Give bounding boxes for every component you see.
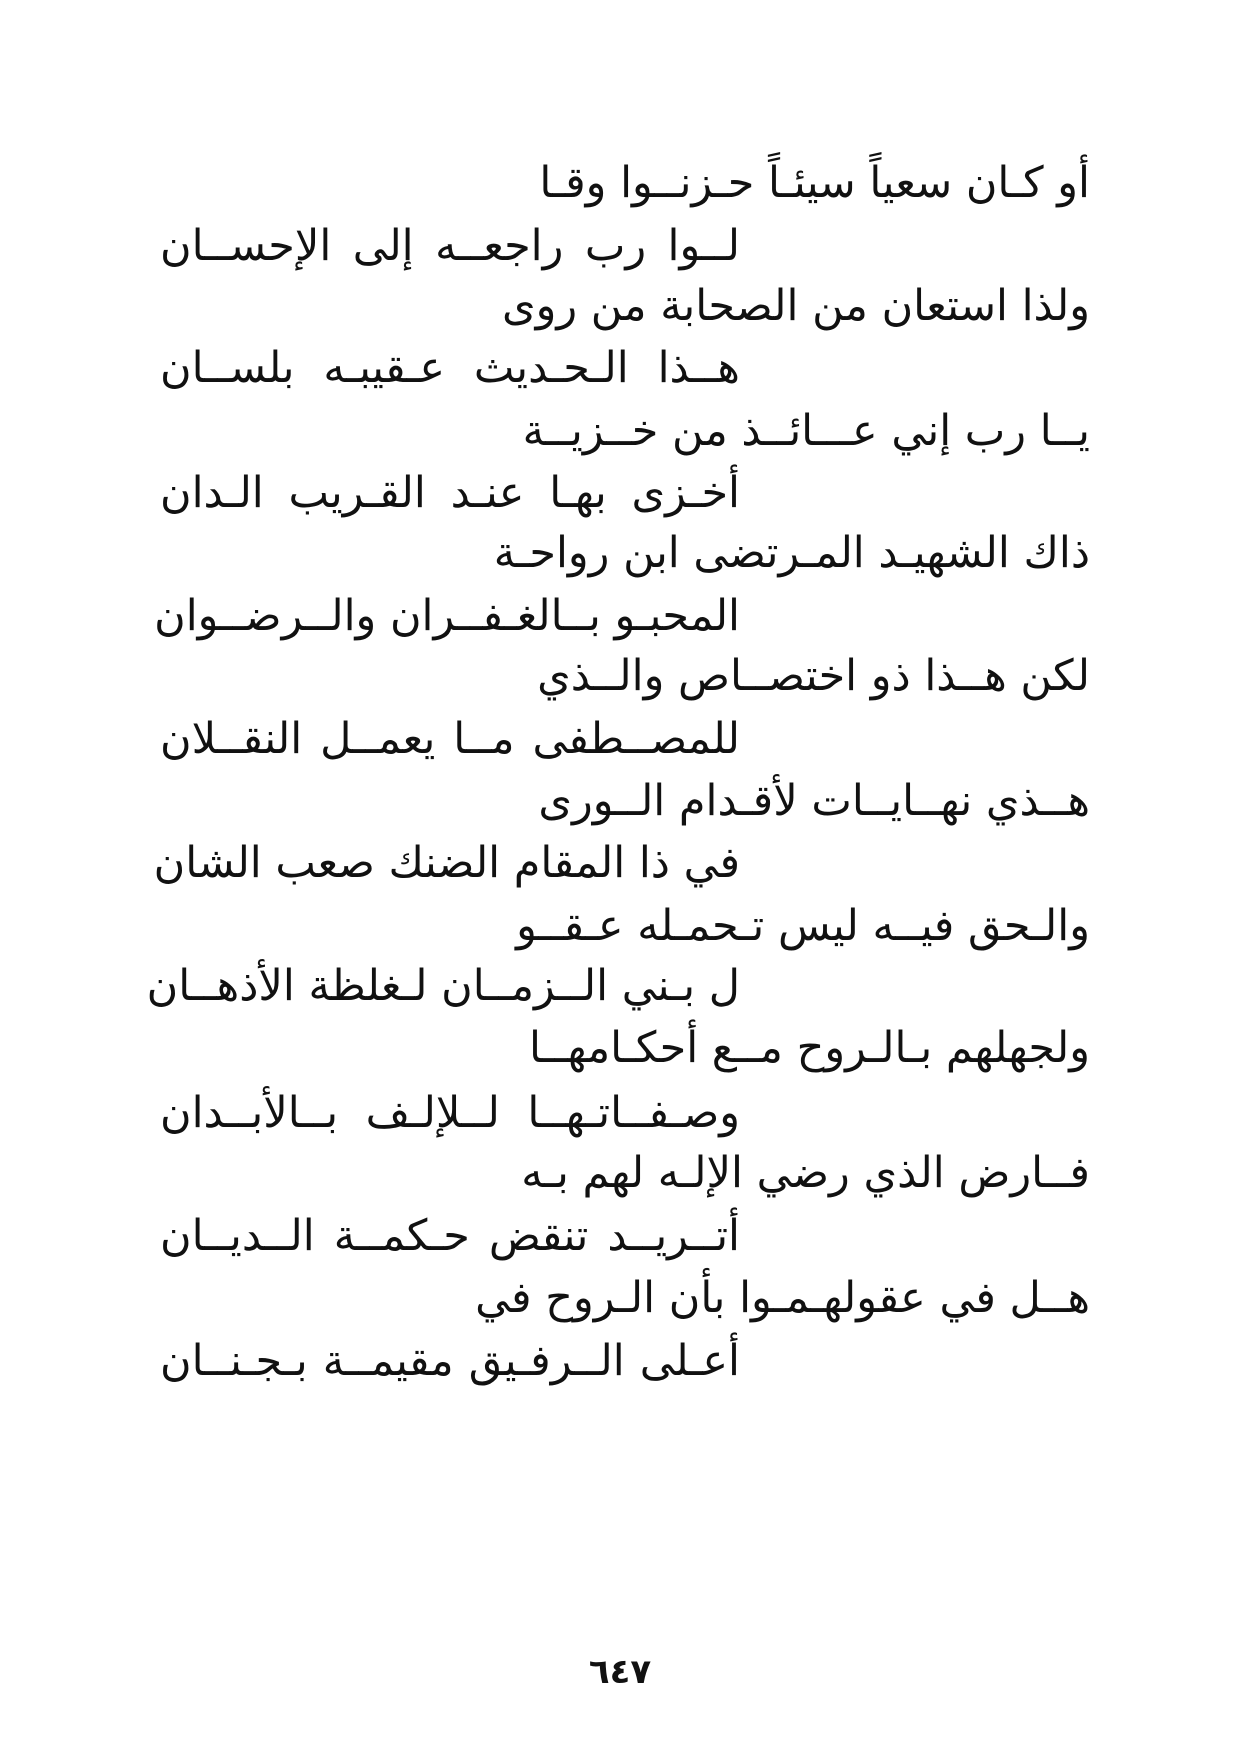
verse-4-second-hemistich: المحبـو بــالغـفــران والــرضــوان (154, 591, 740, 641)
verse-2-first-hemistich: ولذا استعان من الصحابة من روى (501, 281, 1090, 331)
verse-3-second-hemistich: أخـزى بهـا عنـد القـريب الـدان (160, 468, 740, 518)
verse-9-first-hemistich: فــارض الذي رضي الإلـه لهم بـه (521, 1148, 1090, 1198)
verse-1-second-hemistich: لــوا رب راجعــه إلى الإحســان (160, 221, 740, 271)
verse-7-second-hemistich: ل بـني الــزمــان لـغلظة الأذهــان (146, 961, 740, 1011)
verse-1-first-hemistich: أو كـان سعياً سيئـاً حـزنــوا وقـا (539, 158, 1090, 208)
verse-5-first-hemistich: لكن هــذا ذو اختصــاص والــذي (537, 651, 1090, 701)
verse-4-first-hemistich: ذاك الشهيـد المـرتضى ابن رواحـة (493, 528, 1090, 578)
verse-10-first-hemistich: هــل في عقولهـمـوا بأن الـروح في (475, 1273, 1090, 1323)
verse-6-second-hemistich: في ذا المقام الضنك صعب الشان (153, 838, 740, 888)
verse-10-second-hemistich: أعـلى الــرفـيق مقيمــة بـجـنــان (160, 1336, 740, 1386)
page-number: ٦٤٧ (588, 1652, 652, 1692)
verse-2-second-hemistich: هــذا الـحـديث عـقيبـه بلســان (160, 343, 740, 393)
verse-9-second-hemistich: أتــريــد تنقض حـكمــة الــديــان (160, 1211, 740, 1261)
verse-5-second-hemistich: للمصــطفى مــا يعمــل النقــلان (160, 714, 740, 764)
verse-8-first-hemistich: ولجهلهم بـالـروح مــع أحكـامهــا (529, 1023, 1090, 1073)
verse-3-first-hemistich: يــا رب إني عـــائــذ من خــزيــة (522, 406, 1090, 456)
verse-7-first-hemistich: والـحق فيــه ليس تـحمـله عـقــو (516, 901, 1090, 951)
verse-8-second-hemistich: وصـفــاتـهــا لــلإلـف بــالأبــدان (160, 1088, 740, 1138)
verse-6-first-hemistich: هــذي نهــايــات لأقـدام الــورى (538, 776, 1090, 826)
